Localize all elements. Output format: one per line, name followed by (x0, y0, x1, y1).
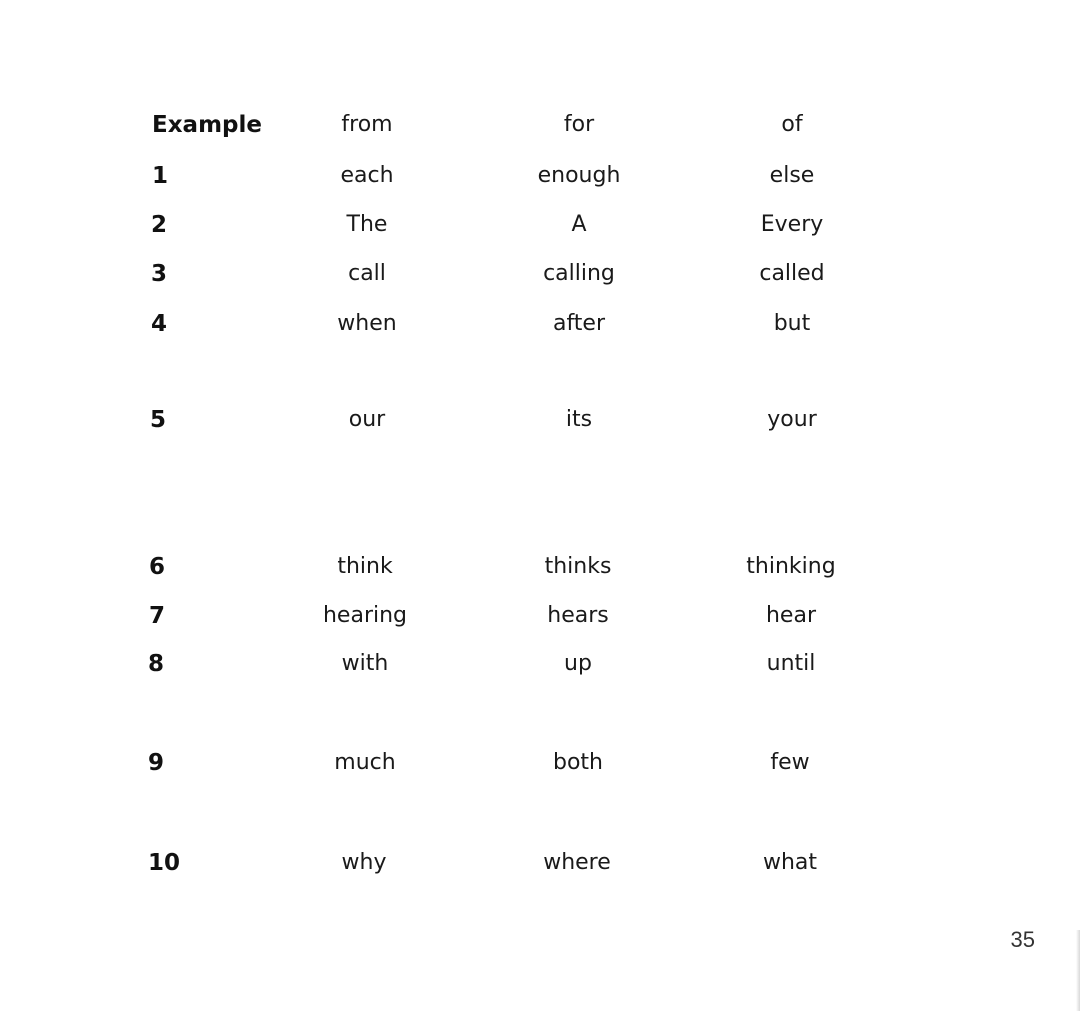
option-3: hear (765, 603, 816, 628)
option-3: thinking (746, 554, 836, 579)
option-2: calling (543, 261, 615, 286)
option-1: each (340, 163, 394, 188)
option-1: with (341, 651, 389, 676)
option-2: after (552, 311, 606, 336)
question-row (0, 547, 1080, 587)
option-3: but (773, 311, 811, 336)
option-3: Every (760, 212, 824, 237)
row-label: 4 (151, 311, 168, 337)
row-label: 3 (151, 261, 168, 287)
option-1: The (346, 212, 388, 237)
row-label: 7 (149, 603, 166, 629)
option-2: hears (547, 603, 609, 628)
option-1: think (337, 554, 393, 579)
question-row (0, 400, 1080, 440)
option-2: for (563, 112, 595, 137)
row-label: 5 (150, 407, 167, 433)
question-row (0, 205, 1080, 245)
option-1: why (341, 850, 387, 875)
option-1: call (348, 261, 386, 286)
example-row (0, 105, 1080, 145)
option-3: until (766, 651, 816, 676)
page-number: 35 (1010, 927, 1035, 952)
row-label: 10 (148, 850, 181, 876)
option-2: up (564, 651, 592, 676)
option-3: called (759, 261, 825, 286)
row-label: 1 (152, 163, 169, 189)
option-3: of (781, 112, 803, 137)
row-label: 2 (151, 212, 168, 238)
option-3: few (770, 750, 810, 775)
option-1: from (341, 112, 393, 137)
page-edge-shadow (1076, 930, 1080, 1011)
question-row (0, 304, 1080, 344)
question-row (0, 743, 1080, 783)
question-row (0, 644, 1080, 684)
option-2: enough (537, 163, 621, 188)
option-3: your (767, 407, 817, 432)
question-row (0, 254, 1080, 294)
option-2: its (565, 407, 593, 432)
option-2: both (553, 750, 603, 775)
option-3: else (769, 163, 815, 188)
option-1: hearing (322, 603, 408, 628)
option-1: when (337, 311, 397, 336)
row-label: 9 (148, 750, 165, 776)
option-1: our (348, 407, 386, 432)
row-label: Example (152, 112, 262, 138)
row-label: 6 (149, 554, 166, 580)
question-row (0, 843, 1080, 883)
question-row (0, 156, 1080, 196)
row-label: 8 (148, 651, 165, 677)
option-1: much (334, 750, 396, 775)
question-row (0, 596, 1080, 636)
option-2: thinks (544, 554, 612, 579)
option-3: what (762, 850, 818, 875)
option-2: where (543, 850, 611, 875)
option-2: A (571, 212, 587, 237)
